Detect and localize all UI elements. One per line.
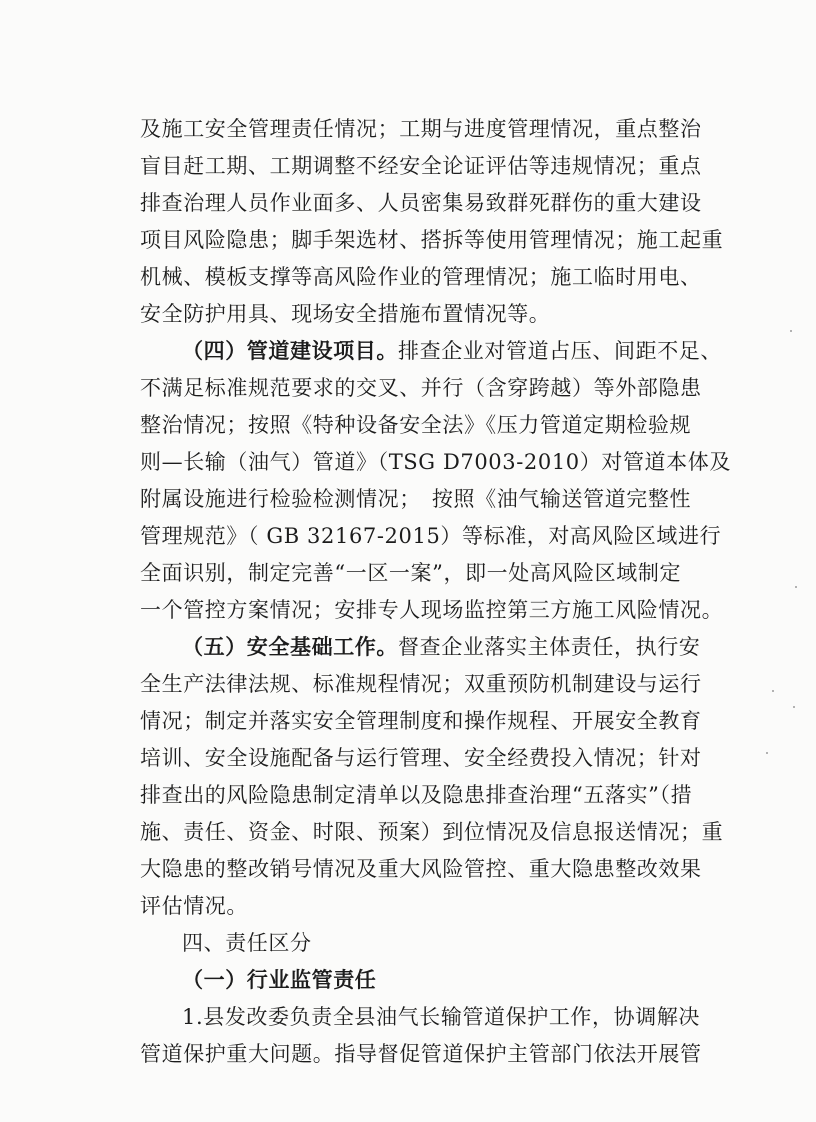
scan-speck [793, 706, 795, 708]
body-line: 一个管控方案情况；安排专人现场监控第三方施工风险情况。 [140, 598, 724, 622]
scan-speck [772, 690, 774, 692]
body-line: 情况；制定并落实安全管理制度和操作规程、开展安全教育 [140, 709, 702, 733]
scan-speck [790, 330, 792, 332]
body-line: 排查治理人员作业面多、人员密集易致群死群伤的重大建设 [140, 191, 702, 215]
subsection-heading: （一）行业监管责任 [182, 967, 377, 992]
body-line: 盲目赶工期、工期调整不经安全论证评估等违规情况；重点 [140, 154, 702, 178]
body-line: 项目风险隐患；脚手架选材、搭拆等使用管理情况；施工起重 [140, 228, 724, 252]
body-line: 整治情况；按照《特种设备安全法》《压力管道定期检验规 [140, 413, 692, 437]
body-line: 大隐患的整改销号情况及重大风险管控、重大隐患整改效果 [140, 857, 702, 881]
item-one-first-line: 1.县发改委负责全县油气长输管道保护工作，协调解决 [182, 1005, 701, 1029]
paragraph-five-heading: （五）安全基础工作。 [182, 634, 398, 659]
body-line: 机械、模板支撑等高风险作业的管理情况；施工临时用电、 [140, 265, 702, 289]
body-line: 不满足标准规范要求的交叉、并行（含穿跨越）等外部隐患 [140, 376, 702, 400]
body-line: 全面识别，制定完善“一区一案”，即一处高风险区域制定 [140, 561, 682, 585]
body-line: 管道保护重大问题。指导督促管道保护主管部门依法开展管 [140, 1042, 702, 1066]
section-heading: 四、责任区分 [182, 931, 312, 955]
body-line: 管理规范》（ GB 32167-2015）等标准，对高风险区域进行 [140, 524, 722, 548]
paragraph-four-first-line [182, 338, 722, 364]
body-line: 则—长输（油气）管道》（TSG D7003-2010）对管道本体及 [140, 450, 731, 474]
paragraph-five-first-line [182, 634, 700, 660]
body-line: 评估情况。 [140, 894, 248, 918]
body-line: 施、责任、资金、时限、预案）到位情况及信息报送情况；重 [140, 820, 724, 844]
scan-speck [766, 752, 768, 754]
body-line: 排查出的风险隐患制定清单以及隐患排查治理“五落实”（措 [140, 783, 693, 807]
scan-speck [795, 586, 797, 588]
body-line: 及施工安全管理责任情况；工期与进度管理情况，重点整治 [140, 117, 702, 141]
body-line: 附属设施进行检验检测情况； 按照《油气输送管道完整性 [140, 487, 692, 511]
paragraph-four-heading: （四）管道建设项目。 [182, 338, 398, 363]
body-line: 安全防护用具、现场安全措施布置情况等。 [140, 302, 551, 326]
paragraph-four-lead: 排查企业对管道占压、间距不足、 [398, 339, 722, 363]
body-line: 全生产法律法规、标准规程情况；双重预防机制建设与运行 [140, 672, 702, 696]
paragraph-five-lead: 督查企业落实主体责任，执行安 [398, 635, 701, 659]
body-line: 培训、安全设施配备与运行管理、安全经费投入情况；针对 [140, 746, 702, 770]
